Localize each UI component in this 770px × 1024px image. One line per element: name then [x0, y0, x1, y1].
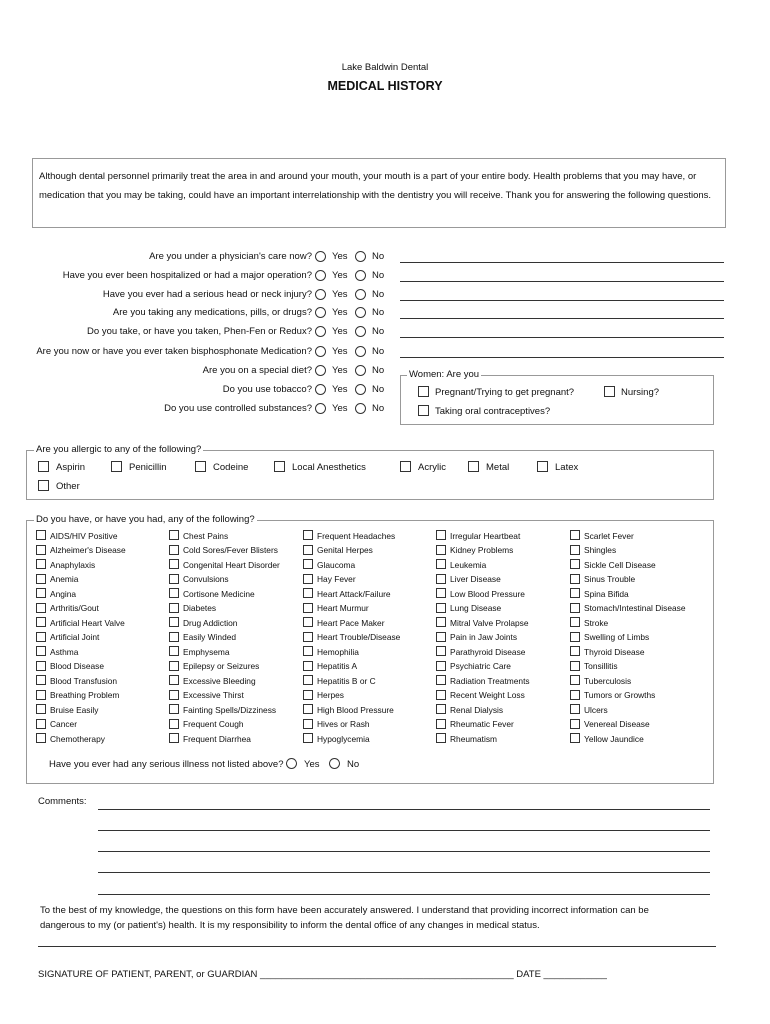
condition-label: Emphysema — [183, 646, 230, 657]
yes-radio[interactable] — [315, 346, 326, 357]
question-text: Are you taking any medications, pills, or drugs? — [112, 307, 312, 318]
condition-checkbox[interactable] — [36, 675, 46, 685]
allergy-label: Latex — [555, 462, 579, 473]
contraceptives-label: Taking oral contraceptives? — [435, 406, 551, 417]
explain-line[interactable] — [400, 337, 724, 338]
condition-checkbox[interactable] — [169, 733, 179, 743]
yes-label: Yes — [332, 403, 348, 414]
condition-checkbox[interactable] — [169, 675, 179, 685]
condition-checkbox[interactable] — [169, 661, 179, 671]
condition-label: Arthritis/Gout — [50, 603, 99, 613]
condition-checkbox[interactable] — [303, 574, 313, 584]
condition-checkbox[interactable] — [303, 719, 313, 729]
question-row — [0, 250, 770, 266]
yes-radio[interactable] — [315, 307, 326, 318]
condition-label: Anemia — [50, 574, 79, 584]
no-radio[interactable] — [355, 289, 366, 300]
condition-checkbox[interactable] — [303, 559, 313, 569]
explain-line[interactable] — [400, 318, 724, 319]
women-group — [400, 375, 714, 425]
condition-checkbox[interactable] — [303, 661, 313, 671]
comments-line-5[interactable] — [98, 894, 710, 895]
allergies-legend: Are you allergic to any of the following? — [36, 444, 202, 455]
allergy-checkbox[interactable] — [468, 461, 479, 472]
condition-checkbox[interactable] — [36, 574, 46, 584]
condition-label: Parathyroid Disease — [450, 646, 526, 657]
no-label: No — [372, 251, 385, 262]
condition-checkbox[interactable] — [169, 719, 179, 729]
condition-label: Venereal Disease — [584, 719, 650, 729]
condition-label: AIDS/HIV Positive — [50, 530, 118, 541]
condition-label: Kidney Problems — [450, 545, 514, 555]
no-radio[interactable] — [355, 365, 366, 376]
condition-label: Ulcers — [584, 704, 608, 715]
condition-checkbox[interactable] — [570, 530, 580, 540]
condition-checkbox[interactable] — [570, 559, 580, 569]
question-row — [0, 288, 770, 304]
yes-label: Yes — [332, 307, 348, 318]
condition-label: Blood Transfusion — [50, 675, 118, 686]
condition-checkbox[interactable] — [570, 617, 580, 627]
yes-label: Yes — [332, 384, 348, 395]
condition-checkbox[interactable] — [36, 704, 46, 714]
condition-checkbox[interactable] — [436, 545, 446, 555]
condition-label: Scarlet Fever — [584, 530, 634, 541]
yes-label: Yes — [332, 326, 348, 337]
condition-checkbox[interactable] — [436, 704, 446, 714]
condition-checkbox[interactable] — [303, 632, 313, 642]
serious-illness-yes-label: Yes — [304, 759, 320, 770]
condition-label: Frequent Cough — [183, 719, 244, 729]
condition-label: Heart Trouble/Disease — [317, 632, 401, 642]
condition-label: Thyroid Disease — [584, 646, 645, 657]
condition-label: Anaphylaxis — [50, 559, 96, 570]
condition-label: Angina — [50, 588, 77, 599]
condition-label: Yellow Jaundice — [584, 733, 644, 744]
serious-illness-no-radio[interactable] — [329, 758, 340, 769]
condition-checkbox[interactable] — [169, 690, 179, 700]
condition-checkbox[interactable] — [169, 574, 179, 584]
condition-label: Congenital Heart Disorder — [183, 559, 280, 570]
allergy-other-checkbox[interactable] — [38, 480, 49, 491]
allergy-checkbox[interactable] — [195, 461, 206, 472]
condition-label: Recent Weight Loss — [450, 690, 525, 700]
allergies-group — [26, 450, 714, 500]
condition-checkbox[interactable] — [436, 574, 446, 584]
condition-checkbox[interactable] — [436, 690, 446, 700]
no-radio[interactable] — [355, 251, 366, 262]
serious-illness-yes-radio[interactable] — [286, 758, 297, 769]
condition-label: Swelling of Limbs — [584, 632, 650, 642]
allergy-label: Aspirin — [56, 462, 86, 473]
condition-checkbox[interactable] — [570, 675, 580, 685]
condition-checkbox[interactable] — [570, 603, 580, 613]
comments-line-4[interactable] — [98, 872, 710, 873]
condition-checkbox[interactable] — [303, 617, 313, 627]
contraceptives-checkbox[interactable] — [418, 405, 429, 416]
condition-checkbox[interactable] — [303, 646, 313, 656]
question-text: Have you ever been hospitalized or had a major operation? — [62, 270, 312, 281]
condition-label: Bruise Easily — [50, 704, 99, 715]
comments-line-1[interactable] — [98, 809, 710, 810]
no-label: No — [372, 307, 385, 318]
condition-checkbox[interactable] — [436, 646, 446, 656]
condition-label: Frequent Headaches — [317, 530, 396, 541]
condition-checkbox[interactable] — [436, 559, 446, 569]
condition-checkbox[interactable] — [303, 603, 313, 613]
condition-checkbox[interactable] — [436, 617, 446, 627]
condition-checkbox[interactable] — [436, 530, 446, 540]
condition-label: High Blood Pressure — [317, 704, 394, 715]
condition-label: Alzheimer's Disease — [50, 545, 126, 555]
condition-checkbox[interactable] — [36, 733, 46, 743]
condition-checkbox[interactable] — [570, 588, 580, 598]
condition-checkbox[interactable] — [570, 719, 580, 729]
yes-radio[interactable] — [315, 403, 326, 414]
condition-checkbox[interactable] — [570, 690, 580, 700]
condition-checkbox[interactable] — [436, 733, 446, 743]
no-label: No — [372, 326, 385, 337]
question-row — [0, 345, 770, 361]
yes-radio[interactable] — [315, 289, 326, 300]
condition-label: Mitral Valve Prolapse — [450, 617, 529, 628]
condition-label: Frequent Diarrhea — [183, 733, 251, 744]
yes-label: Yes — [332, 346, 348, 357]
allergy-checkbox[interactable] — [274, 461, 285, 472]
condition-label: Psychiatric Care — [450, 661, 511, 671]
condition-checkbox[interactable] — [169, 545, 179, 555]
condition-label: Stomach/Intestinal Disease — [584, 603, 686, 613]
condition-checkbox[interactable] — [169, 588, 179, 598]
question-text: Have you ever had a serious head or neck injury? — [102, 289, 312, 300]
no-radio[interactable] — [355, 384, 366, 395]
condition-checkbox[interactable] — [303, 690, 313, 700]
attestation-text: To the best of my knowledge, the questions on this form have been accurately answered. I understand that providing incorrect information can be dangerous to my (or patient's) health. It is my responsibility to inform the dental office of any changes in medical status. — [40, 905, 649, 931]
allergy-checkbox[interactable] — [400, 461, 411, 472]
condition-label: Tumors or Growths — [584, 690, 656, 700]
no-radio[interactable] — [355, 270, 366, 281]
condition-label: Renal Dialysis — [450, 704, 504, 715]
condition-label: Drug Addiction — [183, 617, 238, 628]
condition-label: Breathing Problem — [50, 690, 120, 700]
condition-label: Low Blood Pressure — [450, 588, 525, 599]
condition-label: Hives or Rash — [317, 719, 370, 729]
condition-checkbox[interactable] — [36, 719, 46, 729]
condition-checkbox[interactable] — [570, 733, 580, 743]
condition-label: Rheumatic Fever — [450, 719, 514, 729]
condition-label: Tonsillitis — [584, 661, 618, 671]
condition-checkbox[interactable] — [570, 545, 580, 555]
condition-label: Rheumatism — [450, 733, 498, 744]
condition-label: Asthma — [50, 646, 79, 657]
condition-label: Radiation Treatments — [450, 675, 530, 686]
condition-label: Excessive Bleeding — [183, 675, 256, 686]
condition-checkbox[interactable] — [303, 530, 313, 540]
nursing-label: Nursing? — [621, 387, 660, 398]
condition-checkbox[interactable] — [570, 574, 580, 584]
condition-checkbox[interactable] — [303, 733, 313, 743]
condition-label: Spina Bifida — [584, 588, 629, 599]
allergy-label: Acrylic — [418, 462, 446, 473]
condition-checkbox[interactable] — [36, 530, 46, 540]
condition-label: Cortisone Medicine — [183, 588, 255, 599]
condition-checkbox[interactable] — [36, 603, 46, 613]
condition-label: Chemotherapy — [50, 733, 105, 744]
women-legend: Women: Are you — [409, 369, 480, 380]
allergy-checkbox[interactable] — [537, 461, 548, 472]
condition-checkbox[interactable] — [169, 646, 179, 656]
intro-box — [32, 158, 726, 228]
no-radio[interactable] — [355, 403, 366, 414]
condition-label: Convulsions — [183, 574, 229, 584]
yes-label: Yes — [332, 289, 348, 300]
condition-label: Artificial Heart Valve — [50, 617, 125, 628]
allergy-label: Metal — [486, 462, 510, 473]
condition-checkbox[interactable] — [436, 603, 446, 613]
comments-line-3[interactable] — [98, 851, 710, 852]
yes-radio[interactable] — [315, 365, 326, 376]
question-text: Are you under a physician's care now? — [149, 251, 312, 262]
allergy-label: Local Anesthetics — [292, 462, 366, 473]
question-text: Are you on a special diet? — [202, 365, 312, 376]
condition-checkbox[interactable] — [303, 704, 313, 714]
pregnant-label: Pregnant/Trying to get pregnant? — [435, 387, 575, 398]
question-row — [0, 325, 770, 341]
condition-label: Stroke — [584, 617, 609, 628]
condition-label: Hay Fever — [317, 574, 356, 584]
condition-checkbox[interactable] — [303, 675, 313, 685]
no-label: No — [372, 289, 385, 300]
condition-label: Lung Disease — [450, 603, 502, 613]
condition-checkbox[interactable] — [36, 646, 46, 656]
page-title: MEDICAL HISTORY — [327, 79, 443, 93]
condition-checkbox[interactable] — [436, 632, 446, 642]
yes-radio[interactable] — [315, 251, 326, 262]
condition-checkbox[interactable] — [169, 617, 179, 627]
condition-label: Hepatitis B or C — [317, 675, 376, 686]
conditions-legend: Do you have, or have you had, any of the following? — [36, 514, 255, 525]
condition-checkbox[interactable] — [436, 719, 446, 729]
yes-label: Yes — [332, 251, 348, 262]
condition-label: Irregular Heartbeat — [450, 530, 521, 541]
condition-checkbox[interactable] — [36, 617, 46, 627]
condition-checkbox[interactable] — [436, 675, 446, 685]
condition-checkbox[interactable] — [169, 530, 179, 540]
question-text: Are you now or have you ever taken bisphosphonate Medication? — [36, 346, 312, 357]
condition-label: Excessive Thirst — [183, 690, 244, 700]
condition-checkbox[interactable] — [303, 545, 313, 555]
pregnant-checkbox[interactable] — [418, 386, 429, 397]
condition-checkbox[interactable] — [36, 661, 46, 671]
condition-label: Hypoglycemia — [317, 733, 370, 744]
yes-radio[interactable] — [315, 384, 326, 395]
allergy-checkbox[interactable] — [38, 461, 49, 472]
condition-checkbox[interactable] — [36, 545, 46, 555]
condition-label: Artificial Joint — [50, 632, 100, 642]
condition-label: Pain in Jaw Joints — [450, 632, 518, 642]
condition-checkbox[interactable] — [303, 588, 313, 598]
explain-line[interactable] — [400, 262, 724, 263]
condition-label: Hepatitis A — [317, 661, 358, 671]
question-text: Do you take, or have you taken, Phen-Fen or Redux? — [87, 326, 312, 337]
yes-label: Yes — [332, 365, 348, 376]
condition-label: Liver Disease — [450, 574, 501, 584]
condition-label: Tuberculosis — [584, 675, 632, 686]
condition-label: Cold Sores/Fever Blisters — [183, 545, 278, 555]
condition-label: Easily Winded — [183, 632, 237, 642]
condition-checkbox[interactable] — [436, 661, 446, 671]
condition-checkbox[interactable] — [570, 632, 580, 642]
no-label: No — [372, 346, 385, 357]
condition-checkbox[interactable] — [36, 690, 46, 700]
condition-checkbox[interactable] — [169, 632, 179, 642]
yes-radio[interactable] — [315, 326, 326, 337]
condition-label: Shingles — [584, 545, 617, 555]
comments-label: Comments: — [38, 796, 87, 807]
condition-label: Herpes — [317, 690, 344, 700]
condition-label: Genital Herpes — [317, 545, 373, 555]
allergy-label: Penicillin — [129, 462, 167, 473]
explain-line[interactable] — [400, 357, 724, 358]
serious-illness-no-label: No — [347, 759, 360, 770]
condition-checkbox[interactable] — [570, 704, 580, 714]
practice-name: Lake Baldwin Dental — [341, 62, 429, 73]
condition-label: Hemophilia — [317, 646, 359, 657]
condition-label: Chest Pains — [183, 530, 229, 541]
yes-label: Yes — [332, 270, 348, 281]
intro-text: Although dental personnel primarily treat the area in and around your mouth, your mouth is a part of your entire body. Health problems that you may have, or medication that you may be taking, could have an important interrelationship with the dentistry you will receive. Thank you for answering the following questions. — [39, 171, 712, 201]
condition-checkbox[interactable] — [169, 603, 179, 613]
condition-label: Fainting Spells/Dizziness — [183, 704, 277, 715]
no-label: No — [372, 384, 385, 395]
condition-label: Diabetes — [183, 603, 217, 613]
allergy-checkbox[interactable] — [111, 461, 122, 472]
condition-checkbox[interactable] — [169, 559, 179, 569]
condition-label: Sinus Trouble — [584, 574, 636, 584]
no-label: No — [372, 270, 385, 281]
no-label: No — [372, 403, 385, 414]
serious-illness-question: Have you ever had any serious illness not listed above? — [49, 759, 284, 770]
condition-label: Leukemia — [450, 559, 487, 570]
condition-checkbox[interactable] — [169, 704, 179, 714]
question-text: Do you use tobacco? — [222, 384, 312, 395]
allergy-other-label: Other — [56, 481, 80, 492]
condition-label: Sickle Cell Disease — [584, 559, 656, 570]
no-radio[interactable] — [355, 346, 366, 357]
condition-checkbox[interactable] — [36, 559, 46, 569]
condition-checkbox[interactable] — [36, 632, 46, 642]
yes-radio[interactable] — [315, 270, 326, 281]
no-radio[interactable] — [355, 326, 366, 337]
allergy-label: Codeine — [213, 462, 249, 473]
question-row — [0, 306, 770, 322]
condition-label: Glaucoma — [317, 559, 356, 570]
condition-checkbox[interactable] — [570, 661, 580, 671]
question-row — [0, 269, 770, 285]
explain-line[interactable] — [400, 281, 724, 282]
explain-line[interactable] — [400, 300, 724, 301]
condition-label: Cancer — [50, 719, 77, 729]
condition-label: Blood Disease — [50, 661, 105, 671]
condition-checkbox[interactable] — [436, 588, 446, 598]
signature-line[interactable]: SIGNATURE OF PATIENT, PARENT, or GUARDIAN ________________________________________________ DATE ____________ — [38, 969, 607, 980]
question-text: Do you use controlled substances? — [164, 403, 312, 414]
attestation-divider — [38, 946, 716, 947]
no-radio[interactable] — [355, 307, 366, 318]
no-label: No — [372, 365, 385, 376]
comments-line-2[interactable] — [98, 830, 710, 831]
nursing-checkbox[interactable] — [604, 386, 615, 397]
condition-label: Epilepsy or Seizures — [183, 661, 260, 671]
condition-checkbox[interactable] — [36, 588, 46, 598]
condition-checkbox[interactable] — [570, 646, 580, 656]
condition-label: Heart Attack/Failure — [317, 588, 391, 599]
condition-label: Heart Murmur — [317, 603, 369, 613]
condition-label: Heart Pace Maker — [317, 617, 385, 628]
